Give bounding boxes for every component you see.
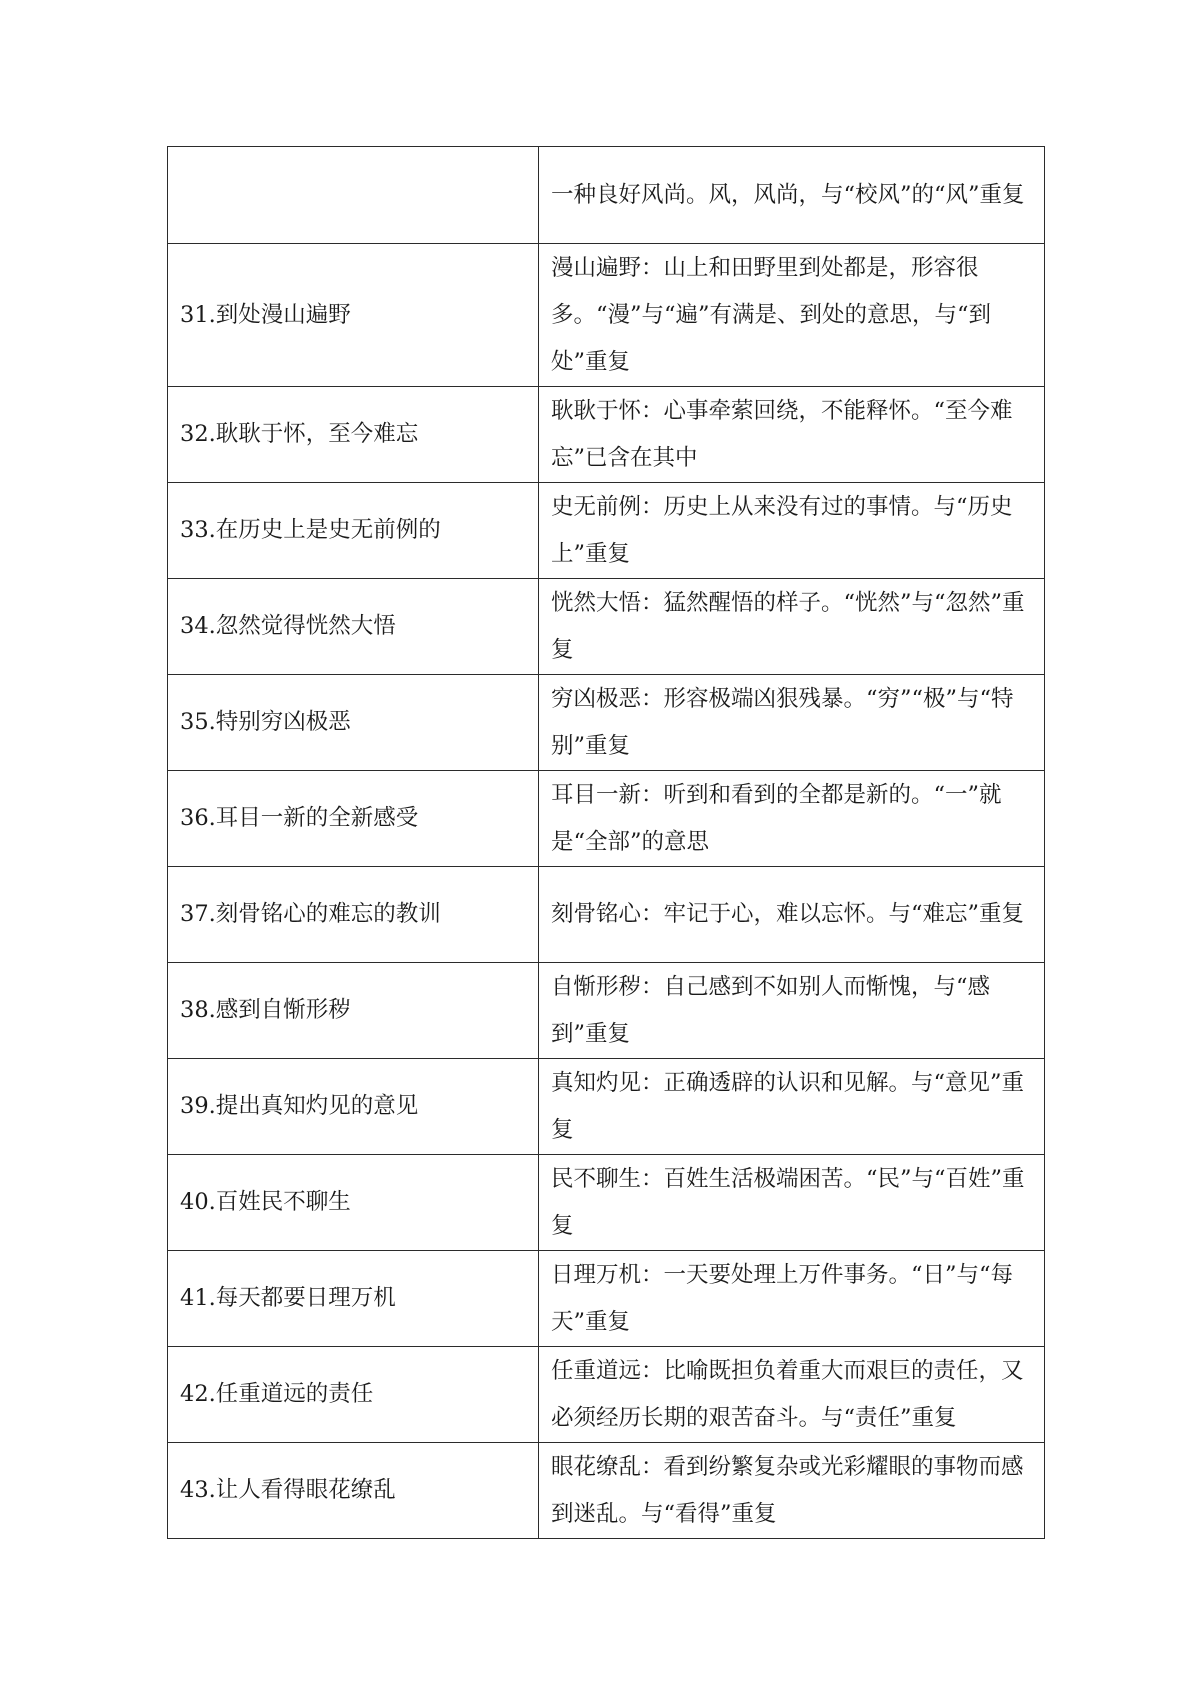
explanation-cell: 真知灼见：正确透辟的认识和见解。与“意见”重复 xyxy=(539,1059,1045,1155)
explanation-cell: 眼花缭乱：看到纷繁复杂或光彩耀眼的事物而感到迷乱。与“看得”重复 xyxy=(539,1443,1045,1539)
explanation-cell: 日理万机：一天要处理上万件事务。“日”与“每天”重复 xyxy=(539,1251,1045,1347)
explanation-cell: 穷凶极恶：形容极端凶狠残暴。“穷”“极”与“特别”重复 xyxy=(539,675,1045,771)
explanation-cell: 自惭形秽：自己感到不如别人而惭愧，与“感到”重复 xyxy=(539,963,1045,1059)
phrase-cell: 32.耿耿于怀，至今难忘 xyxy=(168,387,539,483)
explanation-cell: 漫山遍野：山上和田野里到处都是，形容很多。“漫”与“遍”有满是、到处的意思，与“到处”重复 xyxy=(539,244,1045,387)
explanation-cell: 民不聊生：百姓生活极端困苦。“民”与“百姓”重复 xyxy=(539,1155,1045,1251)
table-row xyxy=(168,1155,1045,1251)
phrase-cell: 38.感到自惭形秽 xyxy=(168,963,539,1059)
explanation-cell: 耳目一新：听到和看到的全都是新的。“一”就是“全部”的意思 xyxy=(539,771,1045,867)
table-row xyxy=(168,1251,1045,1347)
phrase-cell: 41.每天都要日理万机 xyxy=(168,1251,539,1347)
phrase-cell: 40.百姓民不聊生 xyxy=(168,1155,539,1251)
phrase-cell: 36.耳目一新的全新感受 xyxy=(168,771,539,867)
table-row xyxy=(168,867,1045,963)
phrase-cell: 42.任重道远的责任 xyxy=(168,1347,539,1443)
phrase-cell: 33.在历史上是史无前例的 xyxy=(168,483,539,579)
explanation-cell: 耿耿于怀：心事牵萦回绕，不能释怀。“至今难忘”已含在其中 xyxy=(539,387,1045,483)
phrase-cell: 39.提出真知灼见的意见 xyxy=(168,1059,539,1155)
phrase-cell xyxy=(168,147,539,244)
phrase-cell: 35.特别穷凶极恶 xyxy=(168,675,539,771)
table-row xyxy=(168,244,1045,387)
table-row xyxy=(168,387,1045,483)
explanation-cell: 史无前例：历史上从来没有过的事情。与“历史上”重复 xyxy=(539,483,1045,579)
phrase-cell: 43.让人看得眼花缭乱 xyxy=(168,1443,539,1539)
phrase-cell: 31.到处漫山遍野 xyxy=(168,244,539,387)
table-row xyxy=(168,1443,1045,1539)
table-row xyxy=(168,1059,1045,1155)
table-row xyxy=(168,771,1045,867)
explanation-cell: 刻骨铭心：牢记于心，难以忘怀。与“难忘”重复 xyxy=(539,867,1045,963)
redundancy-table xyxy=(167,146,1045,1539)
table-row xyxy=(168,675,1045,771)
explanation-cell: 恍然大悟：猛然醒悟的样子。“恍然”与“忽然”重复 xyxy=(539,579,1045,675)
table-row xyxy=(168,1347,1045,1443)
table-row xyxy=(168,579,1045,675)
explanation-cell: 一种良好风尚。风，风尚，与“校风”的“风”重复 xyxy=(539,147,1045,244)
explanation-cell: 任重道远：比喻既担负着重大而艰巨的责任，又必须经历长期的艰苦奋斗。与“责任”重复 xyxy=(539,1347,1045,1443)
table-row xyxy=(168,483,1045,579)
table-row xyxy=(168,963,1045,1059)
phrase-cell: 34.忽然觉得恍然大悟 xyxy=(168,579,539,675)
phrase-cell: 37.刻骨铭心的难忘的教训 xyxy=(168,867,539,963)
table-row xyxy=(168,147,1045,244)
